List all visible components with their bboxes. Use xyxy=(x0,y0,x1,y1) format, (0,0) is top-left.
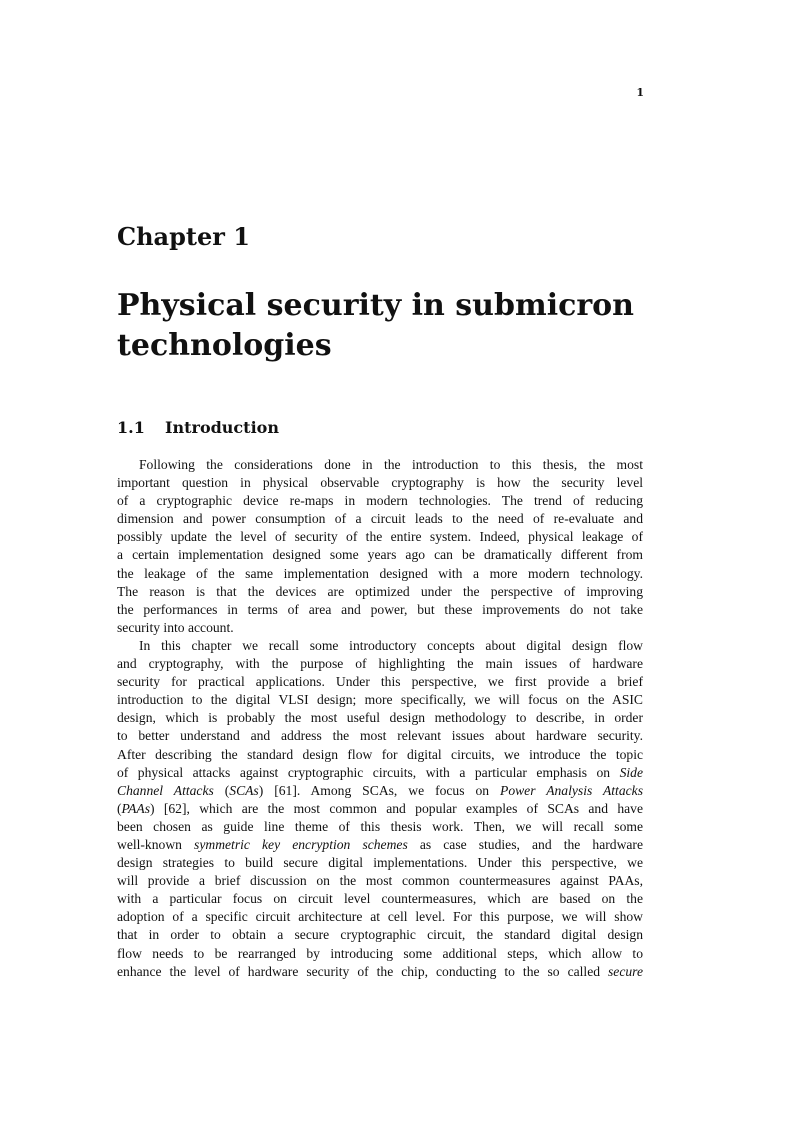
text-run: ( xyxy=(117,800,122,816)
chapter-label: Chapter 1 xyxy=(117,222,250,251)
text-line: In this chapter we recall some introductory concepts about digital design flow xyxy=(139,637,643,653)
text-line: flow needs to be rearranged by introducing some additional steps, which allow to xyxy=(117,945,643,961)
text-line: that in order to obtain a secure cryptographic circuit, the standard digital design xyxy=(117,927,643,943)
section-title: Introduction xyxy=(165,418,279,437)
chapter-title-line: Physical security in submicron xyxy=(117,288,634,323)
emphasis-text: symmetric key encryption schemes xyxy=(194,836,408,852)
text-line: Following the considerations done in the introduction to this thesis, the most xyxy=(139,457,643,472)
text-line: and cryptography, with the purpose of highlighting the main issues of hardware xyxy=(117,656,643,672)
text-line xyxy=(117,836,643,854)
text-line: design strategies to build secure digital implementations. Under this perspective, we xyxy=(117,855,643,871)
text-line: The reason is that the devices are optimized under the perspective of improving xyxy=(117,583,643,599)
text-line: adoption of a specific circuit architecture at cell level. For this purpose, we will show xyxy=(117,909,643,925)
page-number: 1 xyxy=(636,86,644,99)
text-line: introduction to the digital VLSI design; more specifically, we will focus on the ASIC xyxy=(117,692,643,708)
text-line: with a particular focus on circuit level countermeasures, which are based on the xyxy=(117,891,643,907)
text-line: the performances in terms of area and power, but these improvements do not take xyxy=(117,601,643,617)
emphasis-text: secure xyxy=(608,963,643,979)
text-line xyxy=(117,963,643,981)
emphasis-text: Power Analysis Attacks xyxy=(500,782,643,798)
text-line: the leakage of the same implementation designed with a more modern technology. xyxy=(117,565,643,581)
text-line: After describing the standard design flow for digital circuits, we introduce the topic xyxy=(117,746,643,762)
emphasis-text: SCAs xyxy=(229,782,259,798)
emphasis-text: Side xyxy=(619,764,643,780)
text-line: a certain implementation designed some years ago can be dramatically different from xyxy=(117,547,643,563)
text-line: design, which is probably the most useful design methodology to describe, in order xyxy=(117,710,643,726)
text-line: dimension and power consumption of a circuit leads to the need of re-evaluate and xyxy=(117,511,643,527)
text-line: security for practical applications. Under this perspective, we first provide a brief xyxy=(117,674,643,690)
text-line: important question in physical observable cryptography is how the security level xyxy=(117,475,643,491)
text-run: as case studies, and the hardware xyxy=(407,836,643,852)
text-line: of a cryptographic device re-maps in modern technologies. The trend of reducing xyxy=(117,493,643,509)
text-line xyxy=(117,800,643,818)
section-heading xyxy=(117,417,279,439)
emphasis-text: PAAs xyxy=(121,800,150,816)
text-line: been chosen as guide line theme of this thesis work. Then, we will recall some xyxy=(117,818,643,834)
chapter-title-line: technologies xyxy=(117,328,332,363)
text-run: ) [62], which are the most common and popular examples of SCAs and have xyxy=(149,800,643,816)
text-run: of physical attacks against cryptographic circuits, with a particular emphasis on xyxy=(117,764,620,780)
text-line: will provide a brief discussion on the most common countermeasures against PAAs, xyxy=(117,873,643,889)
text-run: enhance the level of hardware security of the chip, conducting to the so called xyxy=(117,963,609,979)
section-number: 1.1 xyxy=(117,418,145,437)
text-line: security into account. xyxy=(117,619,234,635)
text-line: possibly update the level of security of the entire system. Indeed, physical leakage of xyxy=(117,529,643,545)
text-run: ( xyxy=(213,782,230,798)
chapter-title xyxy=(117,286,657,366)
text-line xyxy=(117,782,643,800)
body-text xyxy=(117,456,643,981)
text-run: ) [61]. Among SCAs, we focus on xyxy=(258,782,501,798)
text-run: well-known xyxy=(117,836,195,852)
text-line: to better understand and address the most relevant issues about hardware security. xyxy=(117,728,643,744)
text-line xyxy=(117,764,643,782)
emphasis-text: Channel Attacks xyxy=(117,782,214,798)
